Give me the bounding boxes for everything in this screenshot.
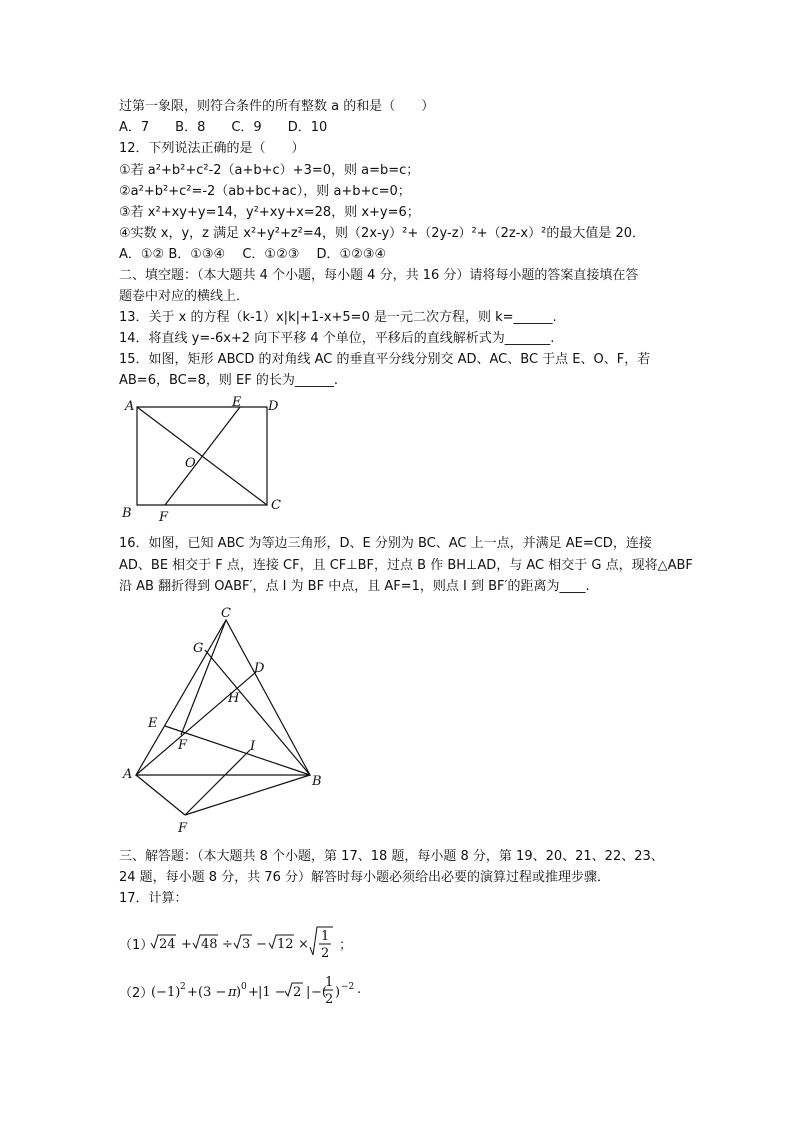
triangle-figure [118,600,338,840]
text-line: ①若 a²+b²+c²-2（a+b+c）+3=0，则 a=b=c； [119,163,420,178]
segment-ef [165,407,240,505]
svg-text:|: | [306,985,311,1000]
label-c: C [221,606,231,621]
text-line: ②a²+b²+c²=-2（ab+bc+ac），则 a+b+c=0； [119,184,411,199]
label-b: B [122,506,132,521]
text-line: 15．如图，矩形 ABCD 的对角线 AC 的垂直平分线分别交 AD、AC、BC 于点 E、O、F，若 [119,352,651,367]
segment-bf-folded [185,775,310,815]
label-g: G [193,641,204,656]
svg-text:+: + [181,937,192,952]
svg-text:2: 2 [293,985,302,1000]
svg-text:2: 2 [325,992,334,1007]
svg-text:+: + [187,985,198,1000]
text-line: 24 题，每小题 8 分，共 76 分）解答时每小题必须给出必要的演算过程或推理步骤． [119,870,611,885]
label-i: I [250,739,256,754]
segment-if-folded [185,750,250,815]
label-h: H [228,691,240,706]
problem-label: （1） [119,938,154,953]
text-line: 17．计算： [119,891,188,906]
svg-text:×: × [298,937,309,952]
text-line: 二、填空题：（本大题共 4 个小题，每小题 4 分，共 16 分）请将每小题的答案直接填在答 [119,268,639,283]
svg-text:3: 3 [242,937,251,952]
text-line: ④实数 x，y，z 满足 x²+y²+z²=4，则（2x-y）²+（2y-z）²+（2z-x）²的最大值是 20． [119,226,645,241]
label-f: F [159,510,169,525]
label-a: A [123,767,133,782]
svg-text:−(: −( [311,985,327,1000]
text-line: ③若 x²+xy+y=14，y²+xy+x=28，则 x+y=6； [119,205,420,220]
svg-text:): ) [335,985,341,1000]
svg-text:48: 48 [201,937,218,952]
label-f-prime: F [178,821,188,836]
svg-text:+: + [248,985,259,1000]
text-line: 题卷中对应的横线上． [119,289,250,304]
text-line: 过第一象限，则符合条件的所有整数 a 的和是（ ） [119,99,435,114]
label-o: O [185,456,196,471]
svg-text:12: 12 [277,937,294,952]
svg-text:÷: ÷ [222,937,233,952]
label-c: C [271,498,281,513]
label-f: F [178,738,188,753]
svg-text:2: 2 [180,982,186,992]
math-formula-1 [149,925,359,965]
problem-end: . [357,982,362,997]
text-line: 13．关于 x 的方程（k-1）x|k|+1-x+5=0 是一元二次方程，则 k=______. [119,310,557,325]
text-line: 14．将直线 y=-6x+2 向下平移 4 个单位，平移后的直线解析式为_______. [119,331,555,346]
svg-text:1: 1 [321,929,330,944]
svg-text:|1 −: |1 − [258,985,286,1000]
math-formula-2 [149,972,379,1008]
label-d: D [268,399,279,414]
svg-text:(3 −: (3 − [198,985,227,1000]
svg-text:): ) [236,985,242,1000]
svg-text:1: 1 [325,975,334,990]
label-e: E [148,716,158,731]
rectangle-figure [115,392,295,527]
text-line: AB=6，BC=8，则 EF 的长为______. [119,373,338,388]
text-line: 三、解答题：（本大题共 8 个小题，第 17、18 题，每小题 8 分，第 19、20、21、22、23、 [119,849,664,864]
text-line: A．7 B．8 C．9 D．10 [119,120,328,135]
problem-end: ； [339,938,353,953]
text-line: 12．下列说法正确的是（ ） [119,141,305,156]
svg-text:−2: −2 [341,982,355,992]
svg-text:(−1): (−1) [151,985,181,1000]
text-line: AD、BE 相交于 F 点，连接 CF，且 CF⊥BF，过点 B 作 BH⊥AD，与 AC 相交于 G 点，现将△ABF [119,558,693,573]
svg-text:−: − [256,937,267,952]
svg-text:0: 0 [241,982,247,992]
segment-af-folded [136,775,185,815]
label-d: D [254,661,265,676]
text-line: 沿 AB 翻折得到 OABF′，点 I 为 BF 中点，且 AF=1，则点 I 到 BF′的距离为____. [119,579,590,594]
problem-label: （2） [119,986,154,1001]
triangle-abc [136,620,310,775]
svg-text:24: 24 [159,937,176,952]
label-e: E [232,395,242,410]
text-line: 16．如图，已知 ABC 为等边三角形，D、E 分别为 BC、AC 上一点，并满足 AE=CD，连接 [119,536,652,551]
text-line: A．①② B．①③④ C．①②③ D．①②③④ [119,247,387,262]
svg-text:2: 2 [321,946,330,961]
svg-text:π: π [228,985,237,1000]
label-b: B [312,774,322,789]
label-a: A [125,399,135,414]
